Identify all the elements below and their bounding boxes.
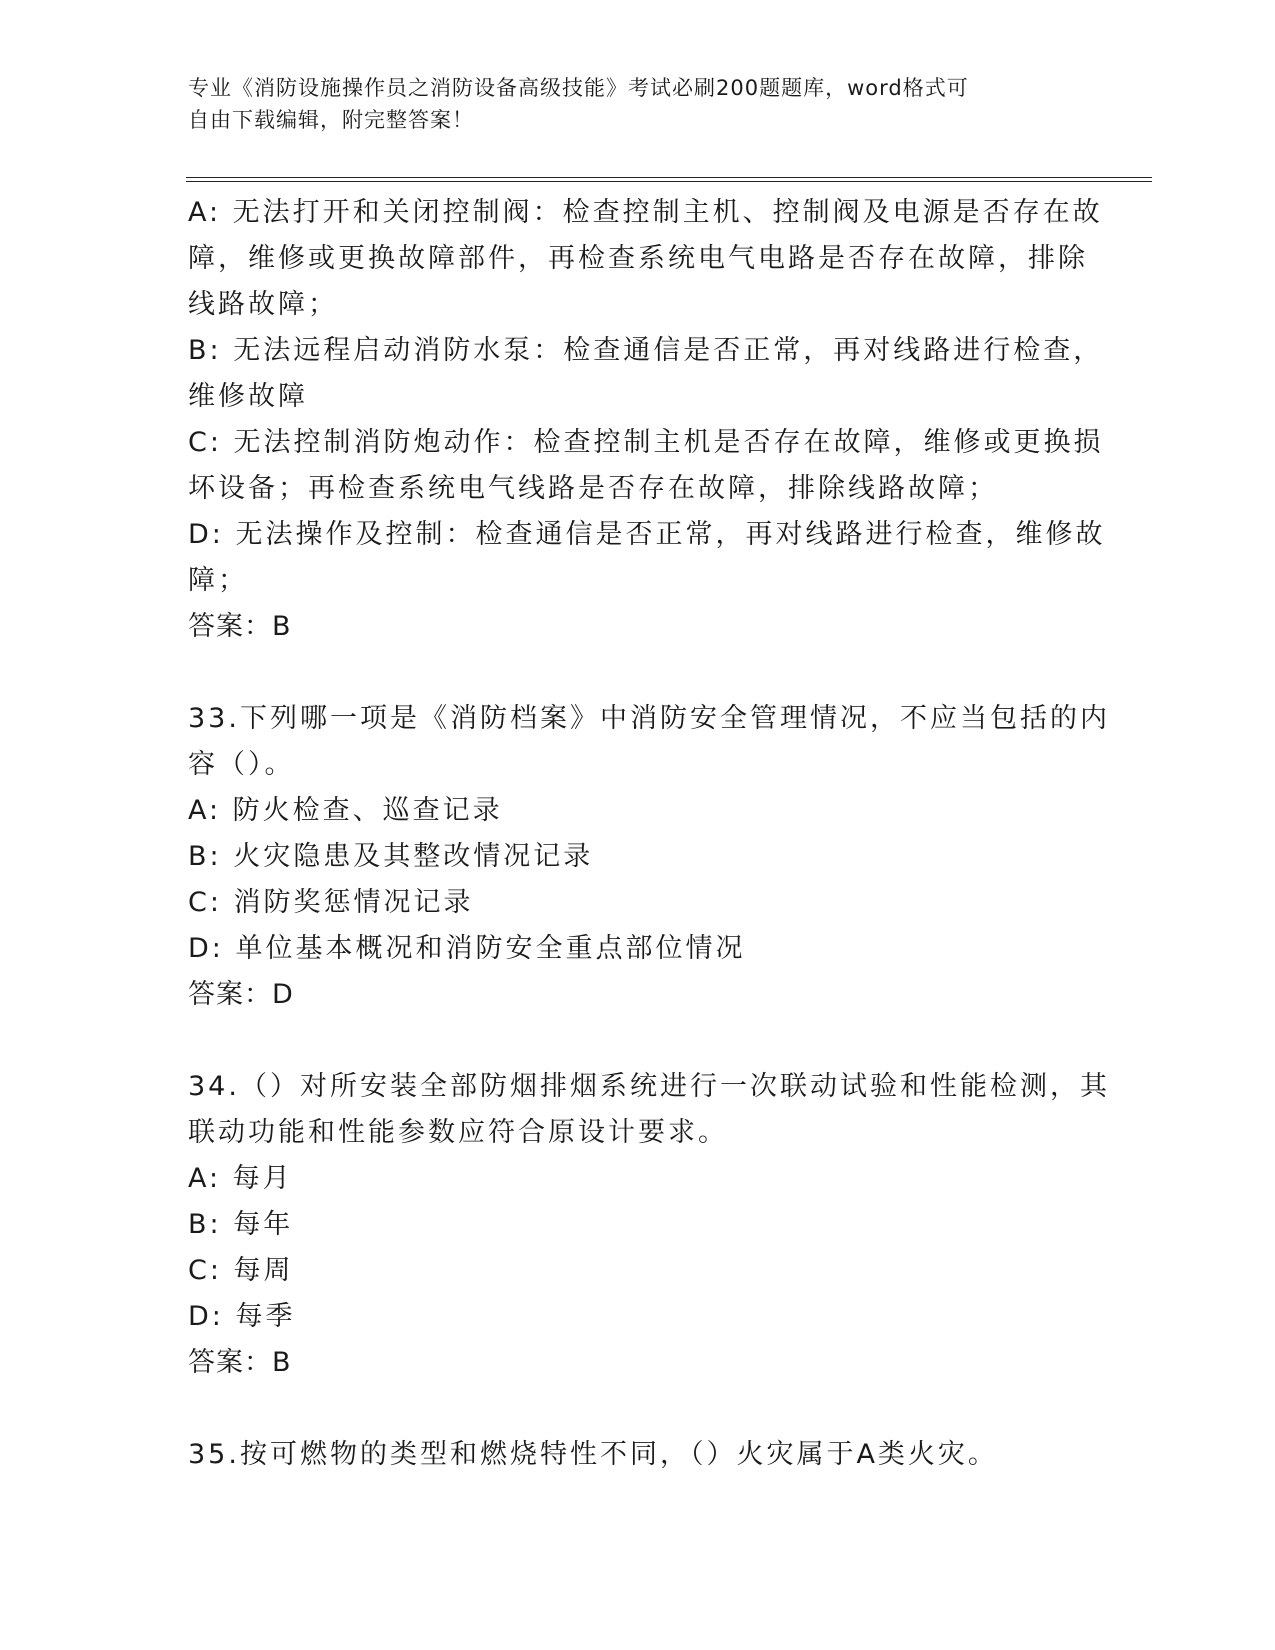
option-a: A: 防火检查、巡查记录	[188, 795, 503, 826]
prev-option-b-line: B: 无法远程启动消防水泵：检查通信是否正常，再对线路进行检查，	[188, 335, 1104, 366]
question-stem-line: 容（）。	[188, 749, 295, 780]
prev-option-b	[188, 328, 1104, 420]
question-stem-line: 35.按可燃物的类型和燃烧特性不同，（）火灾属于A类火灾。	[188, 1439, 998, 1470]
prev-option-c-line: C: 无法控制消防炮动作：检查控制主机是否存在故障，维修或更换损	[188, 427, 1104, 458]
document-header	[188, 72, 1088, 136]
prev-option-a-line: A: 无法打开和关闭控制阀：检查控制主机、控制阀及电源是否存在故	[188, 197, 1103, 228]
prev-option-d-line: 障；	[188, 565, 248, 596]
answer: 答案：D	[188, 979, 294, 1010]
option-d: D: 每季	[188, 1301, 296, 1332]
answer: 答案：B	[188, 1347, 292, 1378]
option-c: C: 每周	[188, 1255, 294, 1286]
question-35	[188, 1432, 1088, 1478]
question-33	[188, 696, 1110, 1018]
question-content	[188, 190, 1110, 1478]
option-b: B: 每年	[188, 1209, 294, 1240]
header-divider-bottom	[186, 181, 1152, 182]
question-stem-line: 联动功能和性能参数应符合原设计要求。	[188, 1117, 728, 1148]
prev-option-b-line: 维修故障	[188, 381, 308, 412]
header-line-2: 自由下载编辑，附完整答案！	[188, 108, 474, 132]
prev-answer: 答案：B	[188, 611, 292, 642]
prev-option-d	[188, 512, 1106, 604]
option-c: C: 消防奖惩情况记录	[188, 887, 474, 918]
spacer	[188, 650, 1088, 696]
prev-option-d-line: D: 无法操作及控制：检查通信是否正常，再对线路进行检查，维修故	[188, 519, 1106, 550]
header-line-1: 专业《消防设施操作员之消防设备高级技能》考试必刷200题题库，word格式可	[188, 76, 969, 100]
prev-option-a	[188, 190, 1103, 328]
question-stem-line: 34.（）对所安装全部防烟排烟系统进行一次联动试验和性能检测，其	[188, 1071, 1110, 1102]
header-divider-top	[186, 177, 1152, 178]
prev-option-a-line: 线路故障；	[188, 289, 338, 320]
question-34	[188, 1064, 1110, 1386]
spacer	[188, 1018, 1088, 1064]
option-b: B: 火灾隐患及其整改情况记录	[188, 841, 594, 872]
prev-option-c-line: 坏设备；再检查系统电气线路是否存在故障，排除线路故障；	[188, 473, 998, 504]
option-a: A: 每月	[188, 1163, 293, 1194]
spacer	[188, 1386, 1088, 1432]
prev-option-c	[188, 420, 1104, 512]
prev-option-a-line: 障，维修或更换故障部件，再检查系统电气电路是否存在故障，排除	[188, 243, 1088, 274]
option-d: D: 单位基本概况和消防安全重点部位情况	[188, 933, 746, 964]
question-stem-line: 33.下列哪一项是《消防档案》中消防安全管理情况，不应当包括的内	[188, 703, 1110, 734]
